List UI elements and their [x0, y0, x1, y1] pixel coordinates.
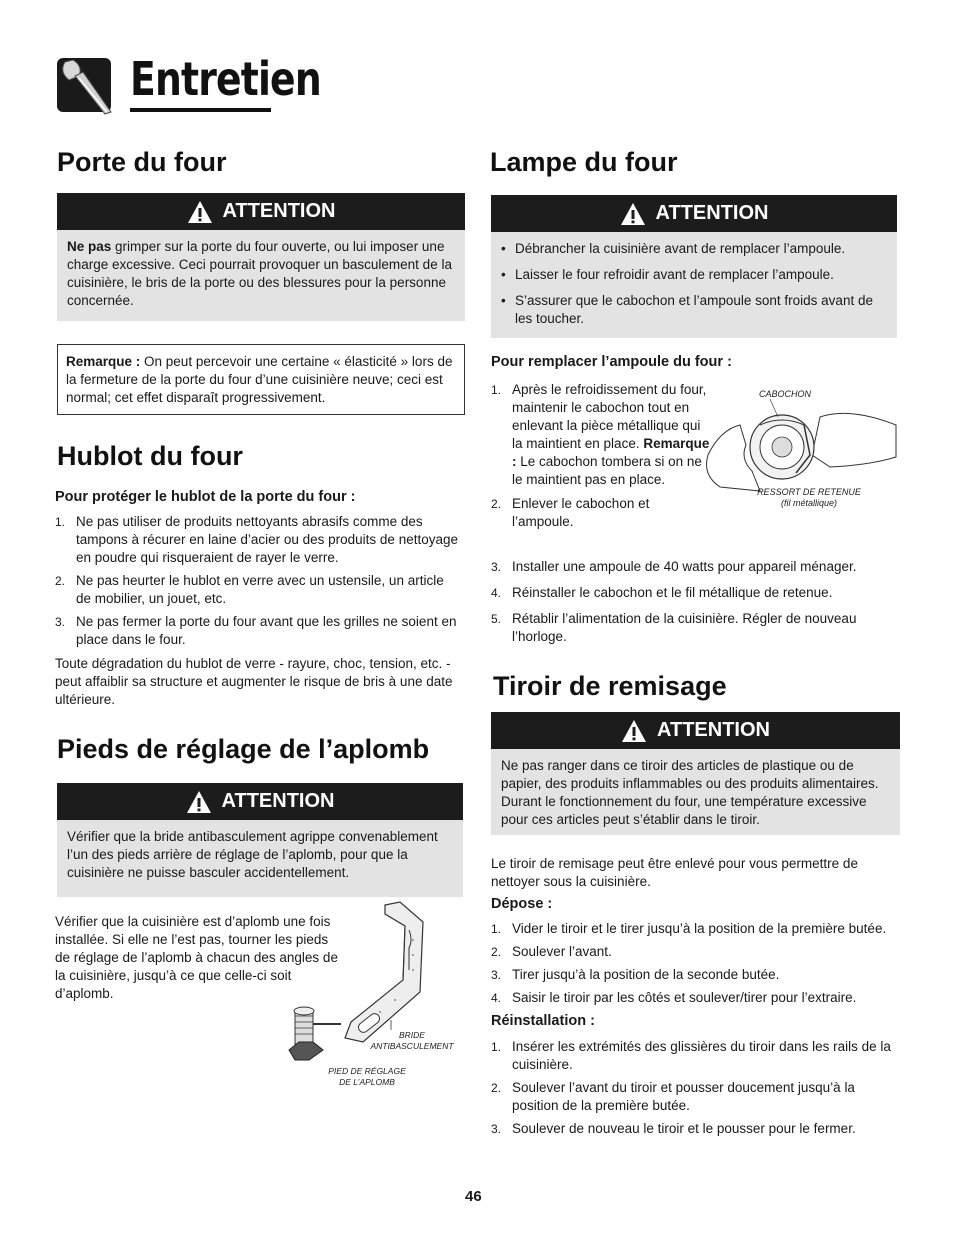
step-text: Soulever l’avant du tiroir et pousser doucement jusqu’à la position de la première butée.: [512, 1080, 855, 1113]
step-text: Rétablir l’alimentation de la cuisinière. Régler de nouveau l’horloge.: [512, 611, 857, 644]
warning-icon: [620, 202, 646, 226]
caption-text: ANTIBASCULEMENT: [370, 1041, 454, 1051]
lampe-title: Lampe du four: [490, 147, 678, 177]
list-item: • Débrancher la cuisinière avant de remplacer l’ampoule.: [501, 240, 887, 258]
step-note: Le cabochon tombera si on ne le maintient pas en place.: [512, 454, 702, 487]
warning-text: grimper sur la porte du four ouverte, ou lui imposer une charge excessive. Ceci pourrait provoquer un basculement de la cuisinière, le bris de la porte ou des blessures pour la personne concernée.: [67, 239, 452, 308]
tiroir-title: Tiroir de remisage: [493, 671, 727, 701]
tiroir-attention-box: [491, 712, 900, 835]
attention-body: [491, 232, 897, 338]
page-number: 46: [465, 1188, 482, 1205]
page-title: Entretien: [130, 52, 321, 106]
lampe-bullets: [501, 240, 887, 328]
step-number: 3.: [491, 1122, 502, 1136]
wrench-icon: [57, 54, 117, 118]
step-text: Soulever de nouveau le tiroir et le pousser pour le fermer.: [512, 1121, 856, 1136]
step-number: 1.: [491, 922, 502, 936]
step-number: 1.: [491, 383, 502, 397]
list-item: [491, 610, 891, 646]
list-item: [55, 513, 460, 567]
header-wrench-icon: [57, 54, 117, 116]
list-item: [491, 943, 891, 961]
attention-label: ATTENTION: [655, 202, 769, 224]
porte-note-box: [57, 344, 465, 415]
step-text: Insérer les extrémités des glissières du tiroir dans les rails de la cuisinière.: [512, 1039, 891, 1072]
step-text: Soulever l’avant.: [512, 944, 612, 959]
lampe-step1: [491, 381, 711, 536]
lampe-steps: [491, 558, 891, 651]
lamp-illustration: [700, 395, 900, 495]
attention-body: [57, 230, 465, 321]
list-item: • Laisser le four refroidir avant de remplacer l’ampoule.: [501, 266, 887, 284]
depose-steps: [491, 920, 891, 1012]
attention-header: [491, 195, 897, 232]
list-item: [491, 381, 711, 489]
pieds-title: Pieds de réglage de l’aplomb: [57, 734, 430, 764]
step-text: Enlever le cabochon et l’ampoule.: [512, 496, 650, 529]
step-number: 2.: [491, 497, 502, 511]
step-text: Installer une ampoule de 40 watts pour appareil ménager.: [512, 559, 857, 574]
step-number: 2.: [491, 945, 502, 959]
list-item: [491, 1120, 891, 1138]
hublot-steps: [55, 513, 460, 654]
step-text: Ne pas heurter le hublot en verre avec un ustensile, un article de mobilier, un jouet, etc.: [76, 573, 444, 606]
list-item: [491, 558, 891, 576]
list-item: [491, 584, 891, 602]
lampe-attention-box: [491, 195, 897, 338]
list-item: [55, 613, 460, 649]
step-number: 1.: [55, 515, 66, 529]
attention-label: ATTENTION: [657, 719, 770, 741]
caption-text: PIED DE RÉGLAGE: [328, 1066, 406, 1076]
attention-label: ATTENTION: [222, 200, 336, 222]
caption-text: RESSORT DE RETENUE: [757, 487, 861, 497]
list-item: [491, 966, 891, 984]
caption-ressort: [745, 487, 873, 509]
warning-bold: Ne pas: [67, 239, 112, 254]
hublot-paragraph: Toute dégradation du hublot de verre - rayure, choc, tension, etc. - peut affaiblir sa structure et augmenter le risque de bris à une date ultérieure.: [55, 656, 453, 707]
warning-icon: [187, 200, 213, 224]
title-underline: [130, 108, 271, 112]
porte-title: Porte du four: [57, 147, 227, 177]
caption-text: BRIDE: [399, 1030, 425, 1040]
attention-header: [57, 193, 465, 230]
step-text: Ne pas fermer la porte du four avant que les grilles ne soient en place dans le four.: [76, 614, 457, 647]
list-item: [491, 989, 891, 1007]
note-bold: Remarque :: [512, 436, 710, 469]
list-item: [55, 572, 460, 608]
step-text: Réinstaller le cabochon et le fil métallique de retenue.: [512, 585, 833, 600]
warning-icon: [621, 719, 647, 743]
porte-attention-box: [57, 193, 465, 321]
list-item: • S’assurer que le cabochon et l’ampoule sont froids avant de les toucher.: [501, 292, 887, 328]
list-item: [491, 1038, 891, 1074]
list-item: [491, 920, 891, 938]
tiroir-paragraph: Le tiroir de remisage peut être enlevé pour vous permettre de nettoyer sous la cuisinière.: [491, 856, 858, 889]
caption-text: (fil métallique): [780, 498, 838, 508]
caption-cabochon: CABOCHON: [758, 389, 811, 399]
hand-lamp-icon: [700, 395, 900, 495]
depose-title: Dépose :: [491, 896, 553, 912]
step-text: Vider le tiroir et le tirer jusqu’à la position de la première butée.: [512, 921, 887, 936]
caption-bride: [352, 1030, 472, 1052]
attention-header: [491, 712, 900, 749]
step-number: 4.: [491, 991, 502, 1005]
list-item: [491, 495, 711, 531]
attention-body: Ne pas ranger dans ce tiroir des articles de plastique ou de papier, des produits inflammables ou des produits alimentaires. Durant le fonctionnement du four, une température excessive pour ces articles peut s’établir dans le tiroir.: [491, 749, 900, 835]
list-item: [491, 1079, 891, 1115]
step-number: 3.: [55, 615, 66, 629]
hublot-subtitle: Pour protéger le hublot de la porte du four :: [55, 489, 356, 505]
step-number: 2.: [55, 574, 66, 588]
step-text: Tirer jusqu’à la position de la seconde butée.: [512, 967, 780, 982]
lampe-subtitle: Pour remplacer l’ampoule du four :: [491, 354, 732, 370]
caption-pied: [312, 1066, 422, 1088]
attention-header: [57, 783, 463, 820]
reinstall-steps: [491, 1038, 891, 1143]
step-text: Saisir le tiroir par les côtés et soulever/tirer pour l’extraire.: [512, 990, 857, 1005]
note-text: On peut percevoir une certaine « élasticité » lors de la fermeture de la porte du four d’une cuisinière neuve; ceci est normal; cet effet disparaît progressivement.: [66, 354, 453, 405]
caption-text: DE L’APLOMB: [339, 1077, 395, 1087]
warning-icon: [186, 790, 212, 814]
attention-label: ATTENTION: [221, 790, 335, 812]
step-number: 3.: [491, 968, 502, 982]
step-text: Après le refroidissement du four, maintenir le cabochon tout en enlevant la pièce métallique qui la maintient en place.: [512, 382, 707, 451]
pieds-attention-box: [57, 783, 463, 897]
pieds-paragraph: Vérifier que la cuisinière est d’aplomb une fois installée. Si elle ne l’est pas, tourner les pieds de réglage de l’aplomb à chacun des angles de la cuisinière, jusqu’à ce que celle-ci soit d’aplomb.: [55, 914, 338, 1001]
note-bold: Remarque :: [66, 354, 141, 369]
step-text: Ne pas utiliser de produits nettoyants abrasifs comme des tampons à récurer en laine d’acier ou des produits de nettoyage en poudre qui risqueraient de rayer le verre.: [76, 514, 458, 565]
reinstall-title: Réinstallation :: [491, 1013, 595, 1029]
attention-body: Vérifier que la bride antibasculement agrippe convenablement l’un des pieds arrière de réglage de l’aplomb, pour que la cuisinière ne puisse basculer accidentellement.: [57, 820, 463, 897]
step-number: 3.: [491, 560, 502, 574]
step-number: 2.: [491, 1081, 502, 1095]
step-number: 5.: [491, 612, 502, 626]
step-number: 1.: [491, 1040, 502, 1054]
hublot-title: Hublot du four: [57, 441, 243, 471]
step-number: 4.: [491, 586, 502, 600]
